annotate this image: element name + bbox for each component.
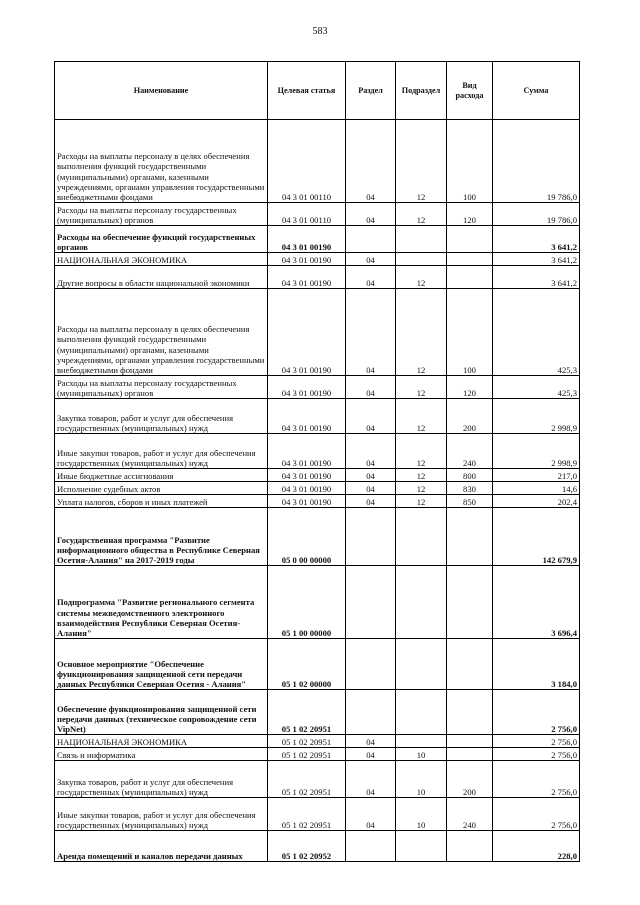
row-code: 04 3 01 00190 [268,253,346,266]
row-sum: 425,3 [493,376,580,399]
row-code: 04 3 01 00110 [268,120,346,203]
row-code: 05 1 02 20951 [268,690,346,735]
row-type: 850 [447,495,493,508]
row-subsection: 12 [396,482,447,495]
table-row [55,639,580,690]
row-sum: 2 756,0 [493,748,580,761]
row-sum: 3 184,0 [493,639,580,690]
row-name: Аренда помещений и каналов передачи данных [55,831,268,862]
row-section [346,831,396,862]
row-name: Другие вопросы в области национальной экономики [55,266,268,289]
table-header-row [55,62,580,120]
row-code: 05 1 02 00000 [268,639,346,690]
row-code: 04 3 01 00190 [268,495,346,508]
row-section [346,566,396,639]
row-subsection [396,690,447,735]
row-code: 05 1 00 00000 [268,566,346,639]
row-type [447,266,493,289]
row-name: Иные закупки товаров, работ и услуг для обеспечения государственных (муниципальных) нужд [55,798,268,831]
table-row [55,761,580,798]
row-name: Государственная программа "Развитие информационного общества в Республике Северная Осетия-Алания" на 2017-2019 годы [55,508,268,566]
row-sum: 3 641,2 [493,253,580,266]
row-name: НАЦИОНАЛЬНАЯ ЭКОНОМИКА [55,253,268,266]
row-type [447,690,493,735]
table-row [55,508,580,566]
table-row [55,120,580,203]
row-type [447,508,493,566]
table-row [55,469,580,482]
row-section: 04 [346,469,396,482]
table-row [55,735,580,748]
row-code: 05 0 00 00000 [268,508,346,566]
row-name: Основное мероприятие "Обеспечение функционирования защищенной сети передачи данных Республики Северная Осетия - Алания" [55,639,268,690]
budget-table [54,61,580,862]
row-code: 04 3 01 00190 [268,482,346,495]
row-name: Уплата налогов, сборов и иных платежей [55,495,268,508]
row-sum: 202,4 [493,495,580,508]
row-sum: 2 998,9 [493,399,580,434]
header-code: Целевая статья [268,62,346,120]
row-type [447,748,493,761]
row-section: 04 [346,203,396,226]
table-row [55,226,580,253]
page-number: 583 [312,26,328,37]
row-name: Иные закупки товаров, работ и услуг для обеспечения государственных (муниципальных) нужд [55,434,268,469]
row-section: 04 [346,289,396,376]
row-type: 830 [447,482,493,495]
row-subsection: 12 [396,120,447,203]
row-type [447,639,493,690]
row-name: Связь и информатика [55,748,268,761]
row-subsection [396,831,447,862]
row-name: Обеспечение функционирования защищенной сети передачи данных (техническое сопровождение сети VipNet) [55,690,268,735]
row-subsection: 12 [396,434,447,469]
row-section: 04 [346,748,396,761]
row-type [447,226,493,253]
row-name: НАЦИОНАЛЬНАЯ ЭКОНОМИКА [55,735,268,748]
header-subsection: Подраздел [396,62,447,120]
row-sum: 2 756,0 [493,761,580,798]
row-type: 200 [447,399,493,434]
row-code: 04 3 01 00190 [268,226,346,253]
row-sum: 217,0 [493,469,580,482]
table-row [55,831,580,862]
header-type: Вид расхода [447,62,493,120]
row-section [346,226,396,253]
row-code: 04 3 01 00190 [268,289,346,376]
table-row [55,266,580,289]
row-code: 05 1 02 20951 [268,761,346,798]
row-name: Расходы на выплаты персоналу в целях обеспечения выполнения функций государственными (муниципальными) органами, казенными учреждениями, органами управления государственными внебюджетными фондами [55,289,268,376]
row-code: 05 1 02 20951 [268,748,346,761]
row-name: Расходы на обеспечение функций государственных органов [55,226,268,253]
row-sum: 14,6 [493,482,580,495]
table-row [55,690,580,735]
header-sum: Сумма [493,62,580,120]
row-section [346,639,396,690]
header-name: Наименование [55,62,268,120]
row-name: Подпрограмма "Развитие регионального сегмента системы межведомственного электронного взаимодействия Республики Северная Осетия-Алания" [55,566,268,639]
row-subsection: 12 [396,495,447,508]
row-sum: 3 641,2 [493,266,580,289]
row-name: Закупка товаров, работ и услуг для обеспечения государственных (муниципальных) нужд [55,761,268,798]
row-section [346,690,396,735]
row-code: 04 3 01 00190 [268,376,346,399]
row-sum: 3 641,2 [493,226,580,253]
row-section: 04 [346,376,396,399]
row-sum: 228,0 [493,831,580,862]
row-sum: 2 756,0 [493,690,580,735]
row-subsection: 12 [396,266,447,289]
row-type: 240 [447,798,493,831]
row-section: 04 [346,399,396,434]
row-type: 120 [447,376,493,399]
table-row [55,434,580,469]
row-code: 04 3 01 00190 [268,434,346,469]
row-name: Исполнение судебных актов [55,482,268,495]
table-row [55,566,580,639]
row-type: 100 [447,289,493,376]
table-row [55,482,580,495]
row-subsection: 12 [396,203,447,226]
row-type [447,831,493,862]
row-sum: 2 756,0 [493,735,580,748]
table-row [55,289,580,376]
table-row [55,203,580,226]
row-name: Расходы на выплаты персоналу государственных (муниципальных) органов [55,376,268,399]
row-sum: 3 696,4 [493,566,580,639]
row-sum: 2 998,9 [493,434,580,469]
row-sum: 2 756,0 [493,798,580,831]
row-name: Иные бюджетные ассигнования [55,469,268,482]
row-name: Закупка товаров, работ и услуг для обеспечения государственных (муниципальных) нужд [55,399,268,434]
row-subsection: 10 [396,761,447,798]
row-section: 04 [346,120,396,203]
row-subsection: 10 [396,748,447,761]
row-code: 04 3 01 00190 [268,399,346,434]
row-subsection [396,253,447,266]
row-subsection: 12 [396,399,447,434]
row-subsection [396,508,447,566]
row-section: 04 [346,482,396,495]
row-section: 04 [346,253,396,266]
row-subsection [396,639,447,690]
row-sum: 19 786,0 [493,120,580,203]
row-section: 04 [346,761,396,798]
table-row [55,253,580,266]
row-sum: 142 679,9 [493,508,580,566]
row-name: Расходы на выплаты персоналу государственных (муниципальных) органов [55,203,268,226]
row-section: 04 [346,735,396,748]
row-type [447,566,493,639]
row-section: 04 [346,495,396,508]
row-type: 200 [447,761,493,798]
row-section: 04 [346,266,396,289]
row-subsection: 12 [396,289,447,376]
row-type [447,253,493,266]
row-code: 04 3 01 00190 [268,469,346,482]
row-code: 05 1 02 20951 [268,798,346,831]
row-name: Расходы на выплаты персоналу в целях обеспечения выполнения функций государственными (муниципальными) органами, казенными учреждениями, органами управления государственными внебюджетными фондами [55,120,268,203]
row-subsection: 12 [396,376,447,399]
row-type [447,735,493,748]
row-subsection: 10 [396,798,447,831]
row-code: 04 3 01 00110 [268,203,346,226]
table-row [55,399,580,434]
row-subsection [396,735,447,748]
row-section: 04 [346,434,396,469]
header-section: Раздел [346,62,396,120]
row-code: 05 1 02 20952 [268,831,346,862]
row-code: 04 3 01 00190 [268,266,346,289]
row-subsection [396,566,447,639]
table-row [55,748,580,761]
row-type: 100 [447,120,493,203]
row-sum: 19 786,0 [493,203,580,226]
row-type: 120 [447,203,493,226]
table-row [55,798,580,831]
row-section: 04 [346,798,396,831]
table-row [55,495,580,508]
table-row [55,376,580,399]
row-subsection [396,226,447,253]
row-type: 240 [447,434,493,469]
row-sum: 425,3 [493,289,580,376]
row-code: 05 1 02 20951 [268,735,346,748]
row-section [346,508,396,566]
row-subsection: 12 [396,469,447,482]
row-type: 800 [447,469,493,482]
